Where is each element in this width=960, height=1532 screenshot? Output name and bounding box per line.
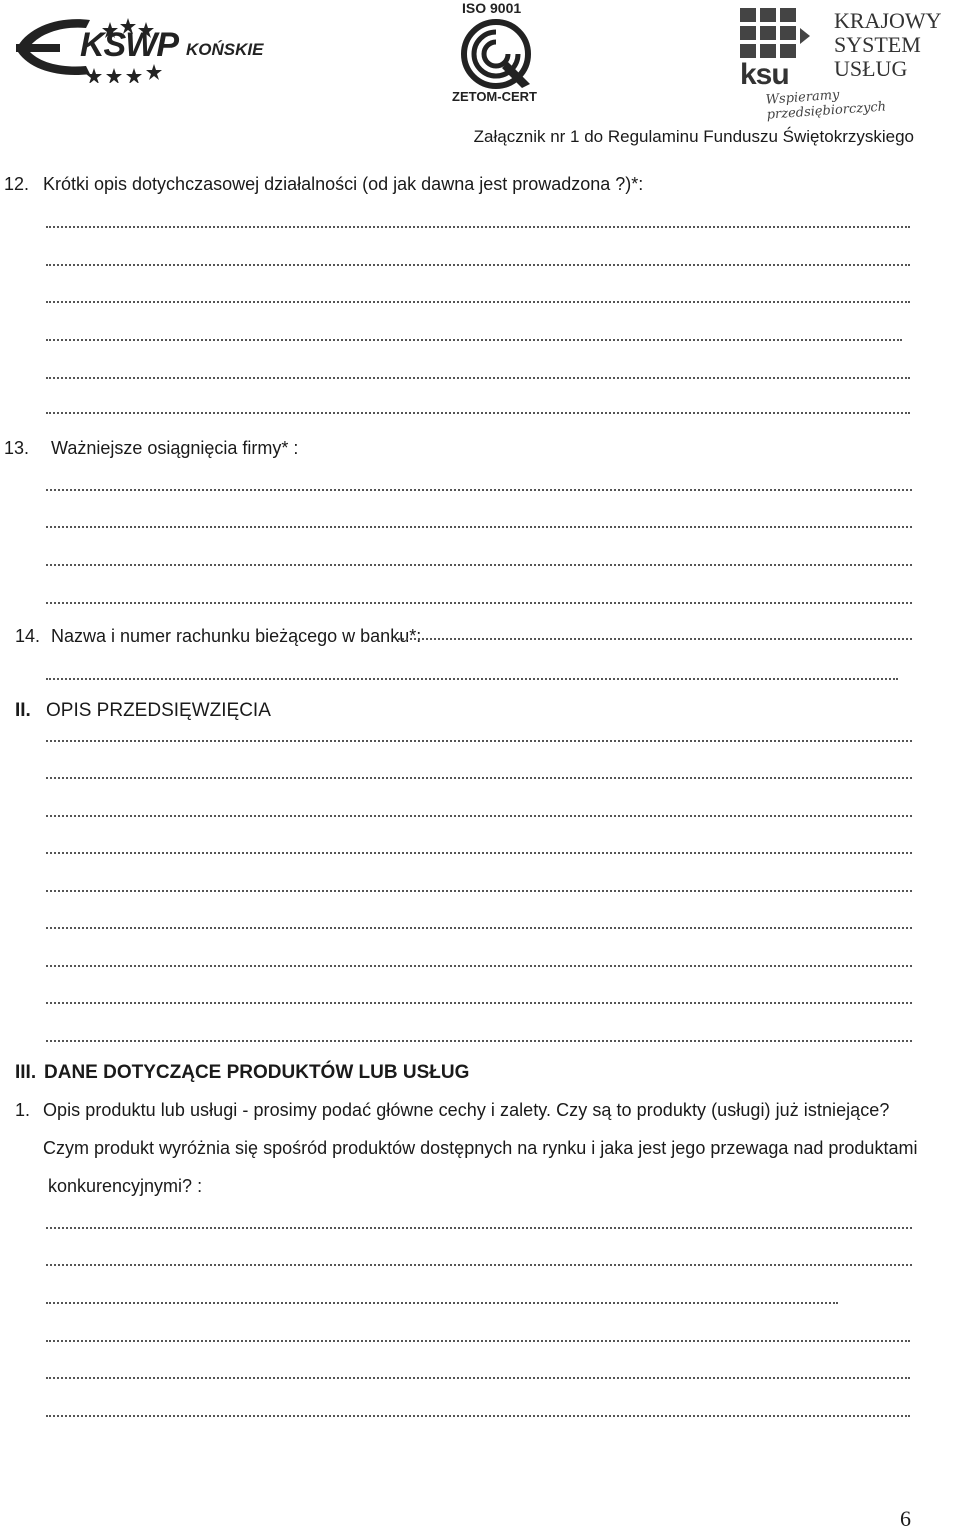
iso-logo (440, 0, 560, 108)
answer-line[interactable] (46, 1415, 910, 1417)
attachment-note: Załącznik nr 1 do Regulaminu Funduszu Świętokrzyskiego (473, 127, 914, 146)
ksu-logo-tagline: Wspieramy przedsiębiorczych (765, 87, 887, 123)
answer-line[interactable] (46, 1302, 838, 1304)
answer-line[interactable] (46, 1227, 912, 1229)
item-13-number: 13. (4, 438, 30, 458)
item-12-text: Krótki opis dotychczasowej działalności (od jak dawna jest prowadzona ?)*: (43, 174, 644, 194)
answer-line[interactable] (46, 1002, 912, 1004)
answer-line[interactable] (46, 1040, 912, 1042)
kswp-logo-subtext: KOŃSKIE (186, 40, 264, 59)
section-2-title: OPIS PRZEDSIĘWZIĘCIA (46, 700, 271, 721)
item-14-number: 14. (15, 626, 41, 646)
item-1-line1: Opis produktu lub usługi - prosimy podać główne cechy i zalety. Czy są to produkty (usługi) już istniejące? (43, 1100, 890, 1120)
answer-line[interactable] (46, 339, 902, 341)
ksu-logo-line1: KRAJOWY (834, 8, 942, 33)
answer-line[interactable] (46, 226, 910, 228)
answer-line[interactable] (46, 890, 912, 892)
answer-line[interactable] (46, 815, 912, 817)
section-2-number: II. (15, 700, 31, 721)
answer-line[interactable] (46, 1340, 910, 1342)
answer-line[interactable] (46, 1377, 910, 1379)
ksu-logo-line3: USŁUG (834, 56, 908, 81)
ksu-logo-abbr: ksu (740, 58, 789, 91)
answer-line[interactable] (46, 740, 912, 742)
iso-logo-bottom: ZETOM-CERT (452, 89, 537, 104)
item-1-number: 1. (15, 1100, 31, 1120)
answer-line[interactable] (46, 564, 912, 566)
answer-line[interactable] (46, 526, 912, 528)
answer-line[interactable] (46, 301, 910, 303)
answer-line[interactable] (46, 678, 898, 680)
answer-line[interactable] (398, 638, 912, 640)
answer-line[interactable] (46, 1264, 912, 1266)
item-1-line2: Czym produkt wyróżnia się spośród produktów dostępnych na rynku i jaka jest jego przewaga nad produktami (43, 1138, 918, 1158)
item-13-text: Ważniejsze osiągnięcia firmy* : (51, 438, 299, 458)
answer-line[interactable] (46, 377, 910, 379)
section-3-title: DANE DOTYCZĄCE PRODUKTÓW LUB USŁUG (44, 1062, 470, 1083)
ksu-logo (738, 6, 960, 123)
section-3-number: III. (15, 1062, 37, 1083)
kswp-logo (10, 8, 270, 83)
answer-line[interactable] (46, 852, 912, 854)
answer-line[interactable] (46, 965, 912, 967)
answer-line[interactable] (46, 412, 910, 414)
answer-line[interactable] (46, 602, 912, 604)
item-14-text: Nazwa i numer rachunku bieżącego w banku*: (51, 626, 422, 646)
answer-line[interactable] (46, 777, 912, 779)
kswp-logo-text: KSWP (80, 26, 178, 64)
answer-line[interactable] (46, 264, 910, 266)
ksu-logo-line2: SYSTEM (834, 32, 921, 57)
page-number: 6 (900, 1506, 911, 1531)
item-1-line3: konkurencyjnymi? : (48, 1176, 203, 1196)
item-12-number: 12. (4, 174, 30, 194)
iso-logo-top: ISO 9001 (462, 0, 522, 16)
answer-line[interactable] (46, 489, 912, 491)
answer-line[interactable] (46, 927, 912, 929)
